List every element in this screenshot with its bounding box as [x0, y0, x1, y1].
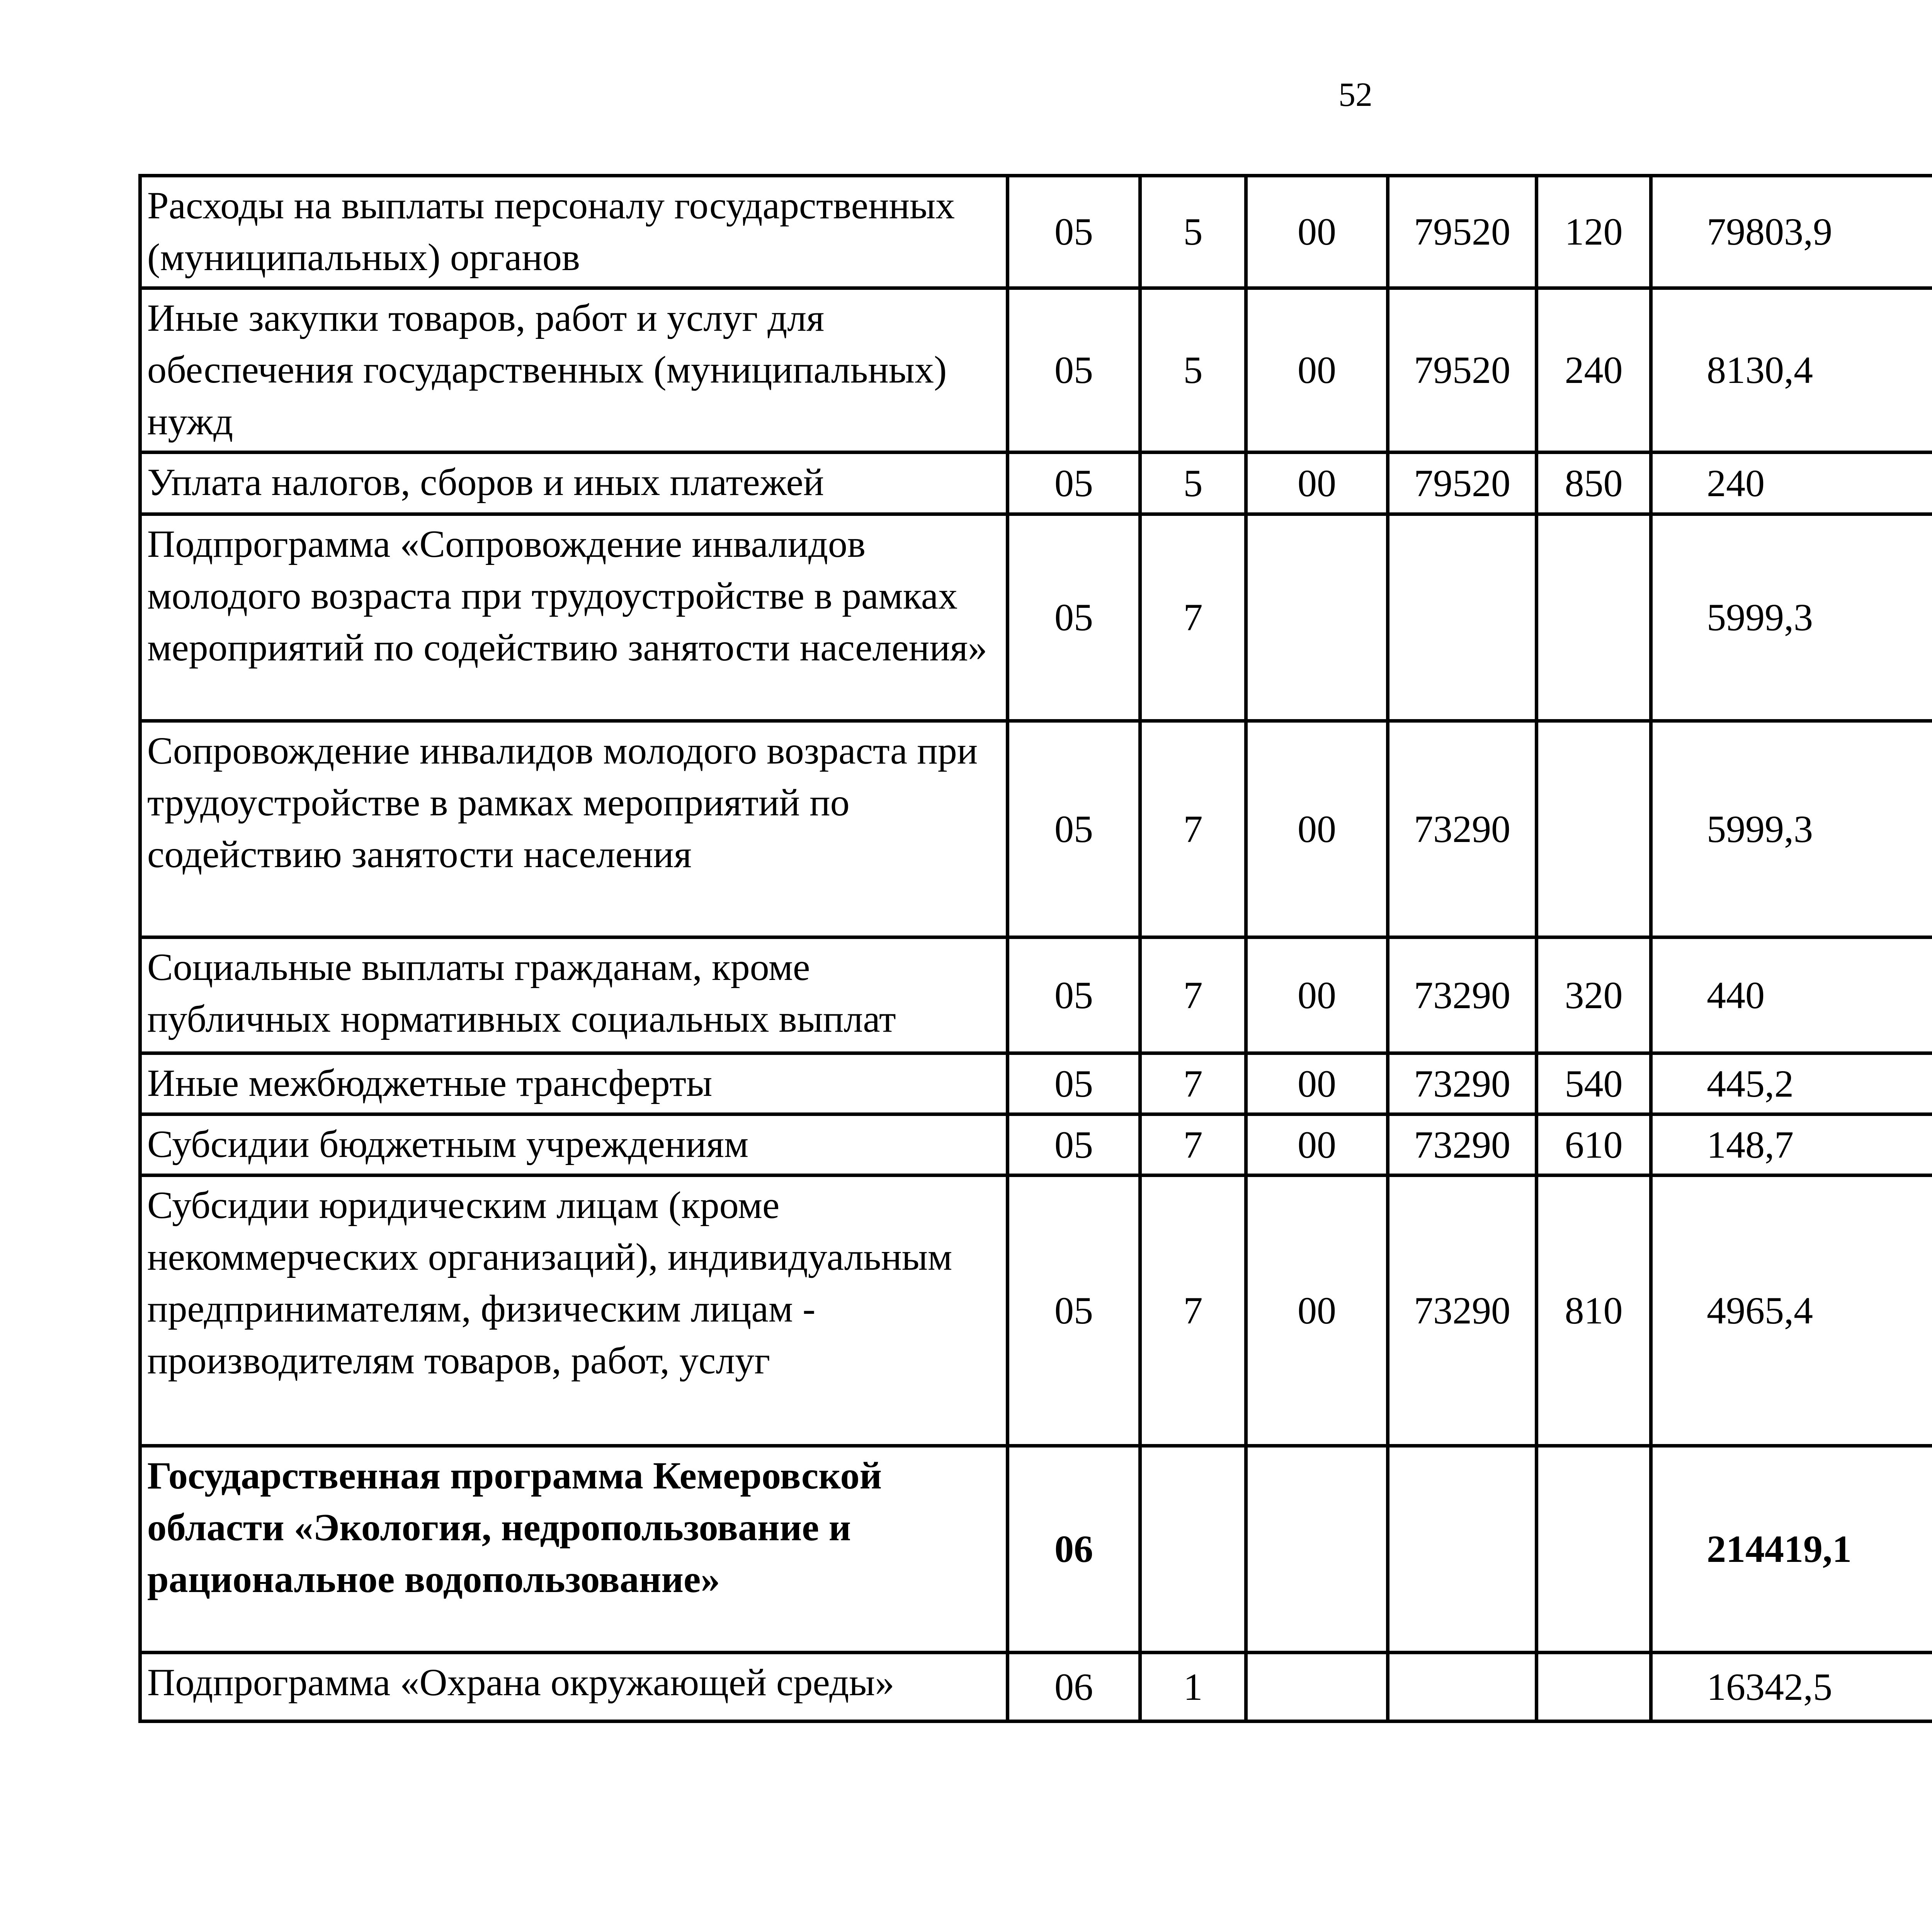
code-group: 00 — [1246, 288, 1388, 452]
page-number: 52 — [1338, 76, 1372, 114]
row-name: Субсидии юридическим лицам (кроме некоммерческих организаций), индивидуальным предпринимателям, физическим лицам - производителям товаров, работ, услуг — [140, 1175, 1008, 1446]
code-target — [1388, 1653, 1537, 1721]
code-group: 00 — [1246, 1175, 1388, 1446]
code-target: 79520 — [1388, 176, 1537, 288]
code-subprogram: 7 — [1140, 1175, 1246, 1446]
table-row — [140, 514, 1932, 721]
code-subprogram: 7 — [1140, 514, 1246, 721]
code-expense-type: 240 — [1537, 288, 1651, 452]
row-name: Государственная программа Кемеровской области «Экология, недропользование и рациональное водопользование» — [140, 1446, 1008, 1653]
code-group: 00 — [1246, 937, 1388, 1053]
row-name: Сопровождение инвалидов молодого возраста при трудоустройстве в рамках мероприятий по содействию занятости населения — [140, 721, 1008, 937]
code-group: 00 — [1246, 1114, 1388, 1175]
code-expense-type: 610 — [1537, 1114, 1651, 1175]
row-name: Подпрограмма «Сопровождение инвалидов молодого возраста при трудоустройстве в рамках мероприятий по содействию занятости населения» — [140, 514, 1008, 721]
code-section: 05 — [1008, 1175, 1140, 1446]
value-year-1: 148,7 — [1651, 1114, 1932, 1175]
value-year-1: 5999,3 — [1651, 721, 1932, 937]
value-year-1: 8130,4 — [1651, 288, 1932, 452]
code-expense-type — [1537, 1653, 1651, 1721]
code-subprogram: 7 — [1140, 1053, 1246, 1114]
code-target — [1388, 1446, 1537, 1653]
value-year-1: 4965,4 — [1651, 1175, 1932, 1446]
value-year-1: 79803,9 — [1651, 176, 1932, 288]
code-subprogram: 5 — [1140, 288, 1246, 452]
code-subprogram: 5 — [1140, 452, 1246, 514]
code-expense-type — [1537, 1446, 1651, 1653]
code-section: 06 — [1008, 1446, 1140, 1653]
code-target: 73290 — [1388, 937, 1537, 1053]
code-group: 00 — [1246, 176, 1388, 288]
code-target: 73290 — [1388, 1053, 1537, 1114]
table-row — [140, 1175, 1932, 1446]
table-row — [140, 452, 1932, 514]
code-subprogram — [1140, 1446, 1246, 1653]
row-name: Иные межбюджетные трансферты — [140, 1053, 1008, 1114]
code-section: 05 — [1008, 514, 1140, 721]
code-expense-type — [1537, 721, 1651, 937]
code-expense-type: 810 — [1537, 1175, 1651, 1446]
code-section: 05 — [1008, 1053, 1140, 1114]
table-row — [140, 288, 1932, 452]
code-section: 05 — [1008, 721, 1140, 937]
code-target: 73290 — [1388, 721, 1537, 937]
row-name: Субсидии бюджетным учреждениям — [140, 1114, 1008, 1175]
value-year-1: 5999,3 — [1651, 514, 1932, 721]
row-name: Расходы на выплаты персоналу государственных (муниципальных) органов — [140, 176, 1008, 288]
code-target: 79520 — [1388, 452, 1537, 514]
table-row — [140, 1053, 1932, 1114]
code-subprogram: 5 — [1140, 176, 1246, 288]
code-target: 73290 — [1388, 1175, 1537, 1446]
code-section: 05 — [1008, 176, 1140, 288]
code-group — [1246, 514, 1388, 721]
row-name: Социальные выплаты гражданам, кроме публичных нормативных социальных выплат — [140, 937, 1008, 1053]
code-group: 00 — [1246, 1053, 1388, 1114]
code-expense-type: 320 — [1537, 937, 1651, 1053]
table-row — [140, 721, 1932, 937]
code-expense-type: 120 — [1537, 176, 1651, 288]
code-subprogram: 1 — [1140, 1653, 1246, 1721]
code-section: 05 — [1008, 1114, 1140, 1175]
table-body — [140, 176, 1932, 1721]
row-name: Подпрограмма «Охрана окружающей среды» — [140, 1653, 1008, 1721]
code-subprogram: 7 — [1140, 721, 1246, 937]
code-group — [1246, 1653, 1388, 1721]
code-group: 00 — [1246, 452, 1388, 514]
code-section: 06 — [1008, 1653, 1140, 1721]
value-year-1: 16342,5 — [1651, 1653, 1932, 1721]
code-section: 05 — [1008, 937, 1140, 1053]
code-target: 73290 — [1388, 1114, 1537, 1175]
code-section: 05 — [1008, 452, 1140, 514]
code-section: 05 — [1008, 288, 1140, 452]
row-name: Уплата налогов, сборов и иных платежей — [140, 452, 1008, 514]
code-expense-type — [1537, 514, 1651, 721]
value-year-1: 440 — [1651, 937, 1932, 1053]
table-row — [140, 1446, 1932, 1653]
code-expense-type: 850 — [1537, 452, 1651, 514]
value-year-1: 240 — [1651, 452, 1932, 514]
code-subprogram: 7 — [1140, 937, 1246, 1053]
table-row — [140, 1114, 1932, 1175]
table-row — [140, 937, 1932, 1053]
code-group: 00 — [1246, 721, 1388, 937]
value-year-1: 214419,1 — [1651, 1446, 1932, 1653]
code-group — [1246, 1446, 1388, 1653]
code-target: 79520 — [1388, 288, 1537, 452]
row-name: Иные закупки товаров, работ и услуг для обеспечения государственных (муниципальных) нужд — [140, 288, 1008, 452]
table-row — [140, 1653, 1932, 1721]
code-expense-type: 540 — [1537, 1053, 1651, 1114]
code-target — [1388, 514, 1537, 721]
value-year-1: 445,2 — [1651, 1053, 1932, 1114]
code-subprogram: 7 — [1140, 1114, 1246, 1175]
budget-table — [138, 174, 1932, 1723]
table-row — [140, 176, 1932, 288]
